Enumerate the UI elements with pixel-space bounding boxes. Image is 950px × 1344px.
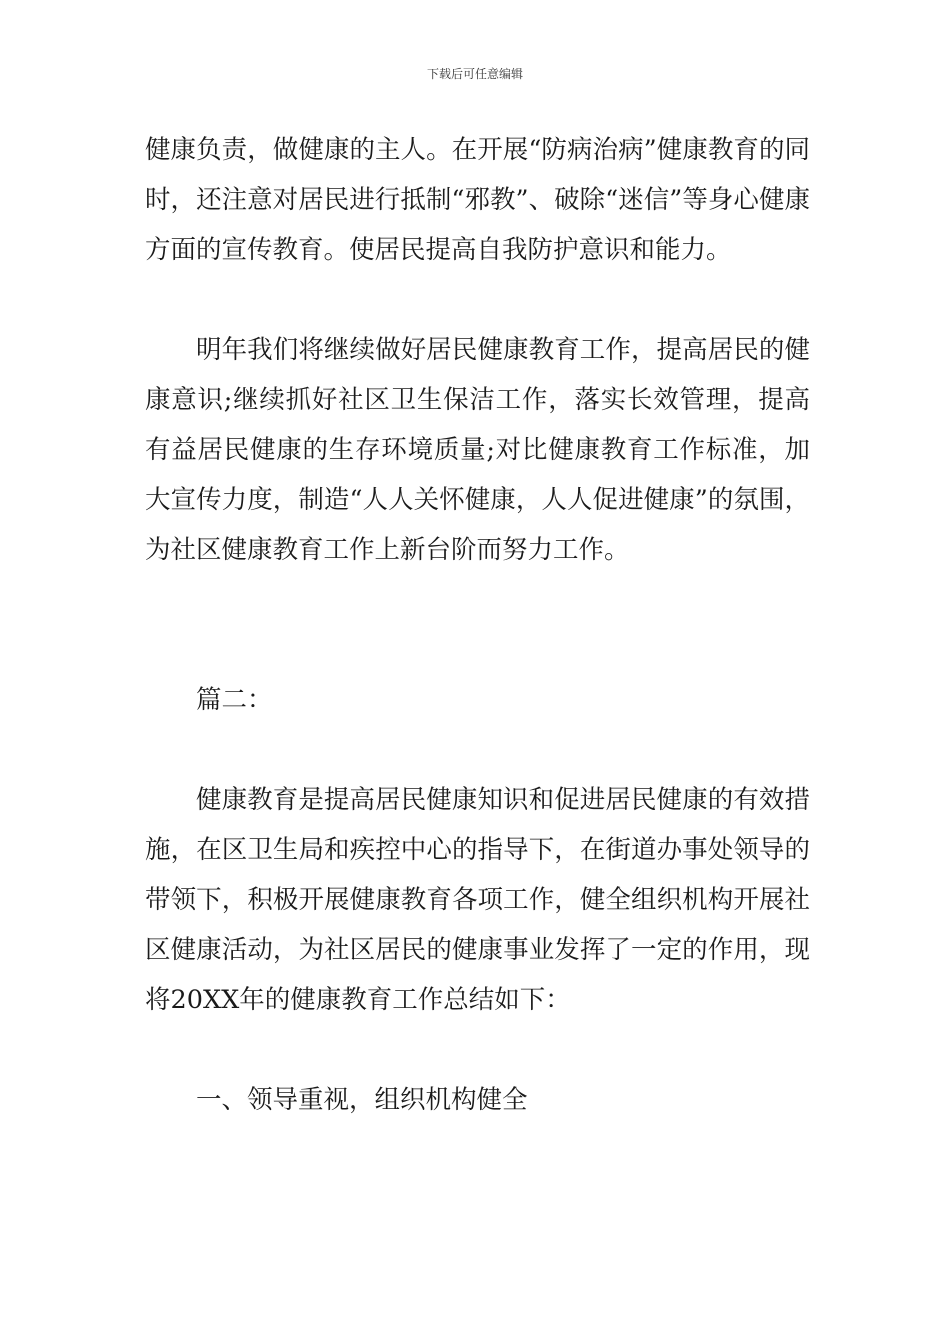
document-body xyxy=(145,125,810,1125)
section-title-part-two: 篇二： xyxy=(196,685,273,715)
page-header-note: 下载后可任意编辑 xyxy=(426,67,523,81)
paragraph-continuation: 健康负责，做健康的主人。在开展“防病治病”健康教育的同时，还注意对居民进行抵制“邪教”、破除“迷信”等身心健康方面的宣传教育。使居民提高自我防护意识和能力。 xyxy=(145,135,810,265)
paragraph-intro-part-two: 健康教育是提高居民健康知识和促进居民健康的有效措施，在区卫生局和疾控中心的指导下，在街道办事处领导的带领下，积极开展健康教育各项工作，健全组织机构开展社区健康活动，为社区居民的健康事业发挥了一定的作用，现将20XX年的健康教育工作总结如下： xyxy=(145,785,810,1015)
heading-leadership: 一、领导重视，组织机构健全 xyxy=(196,1085,528,1115)
paragraph-next-year-plan: 明年我们将继续做好居民健康教育工作，提高居民的健康意识;继续抓好社区卫生保洁工作，落实长效管理，提高有益居民健康的生存环境质量;对比健康教育工作标准，加大宣传力度，制造“人人关怀健康，人人促进健康”的氛围，为社区健康教育工作上新台阶而努力工作。 xyxy=(145,335,810,565)
